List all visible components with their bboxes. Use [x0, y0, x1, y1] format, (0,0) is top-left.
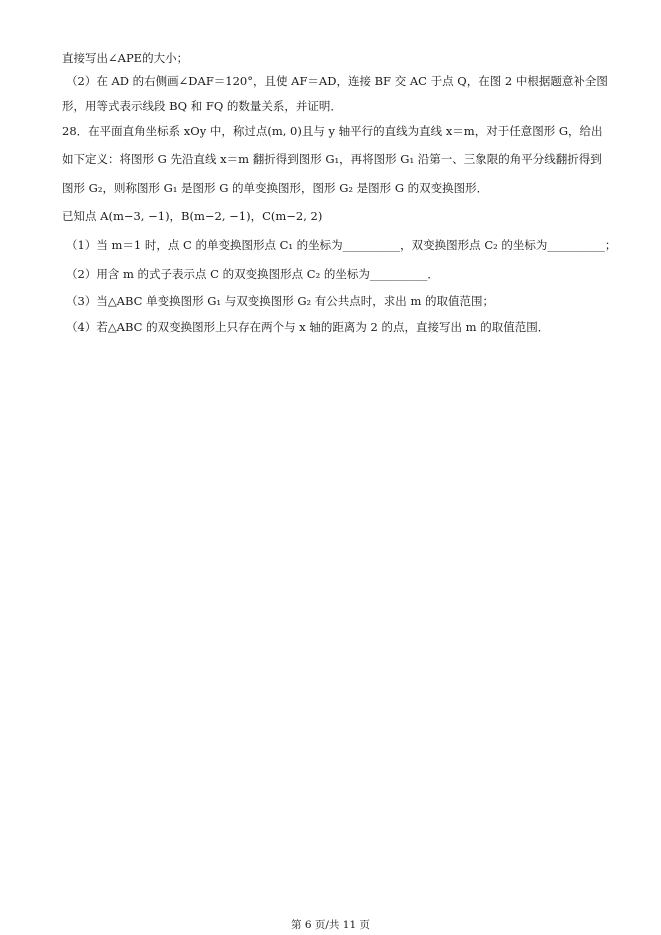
page-footer: 第 6 页/共 11 页: [291, 919, 370, 931]
subquestion-1: （1）当 m＝1 时，点 C 的单变换图形点 C₁ 的坐标为__________，双变换图形点 C₂ 的坐标为__________；: [66, 238, 617, 252]
text-line-3: 形，用等式表示线段 BQ 和 FQ 的数量关系，并证明．: [62, 99, 342, 113]
subquestion-4: （4）若△ABC 的双变换图形上只存在两个与 x 轴的距离为 2 的点，直接写出 m 的取值范围．: [66, 320, 550, 334]
known-points-line: 已知点 A(m−3, −1)，B(m−2, −1)，C(m−2, 2): [62, 209, 323, 223]
question-28-line-3: 图形 G₂，则称图形 G₁ 是图形 G 的单变换图形，图形 G₂ 是图形 G 的双变换图形．: [62, 181, 489, 195]
text-line-1: 直接写出∠APE的大小；: [62, 51, 189, 65]
question-28-line-1: 28．在平面直角坐标系 xOy 中，称过点(m, 0)且与 y 轴平行的直线为直线 x＝m，对于任意图形 G，给出: [62, 124, 603, 138]
subquestion-2: （2）用含 m 的式子表示点 C 的双变换图形点 C₂ 的坐标为__________．: [66, 267, 439, 281]
text-line-2: （2）在 AD 的右侧画∠DAF＝120°，且使 AF＝AD，连接 BF 交 AC 于点 Q，在图 2 中根据题意补全图: [66, 74, 608, 88]
question-28-line-2: 如下定义：将图形 G 先沿直线 x＝m 翻折得到图形 G₁，再将图形 G₁ 沿第一、三象限的角平分线翻折得到: [62, 152, 602, 166]
subquestion-3: （3）当△ABC 单变换图形 G₁ 与双变换图形 G₂ 有公共点时，求出 m 的取值范围；: [66, 294, 495, 308]
